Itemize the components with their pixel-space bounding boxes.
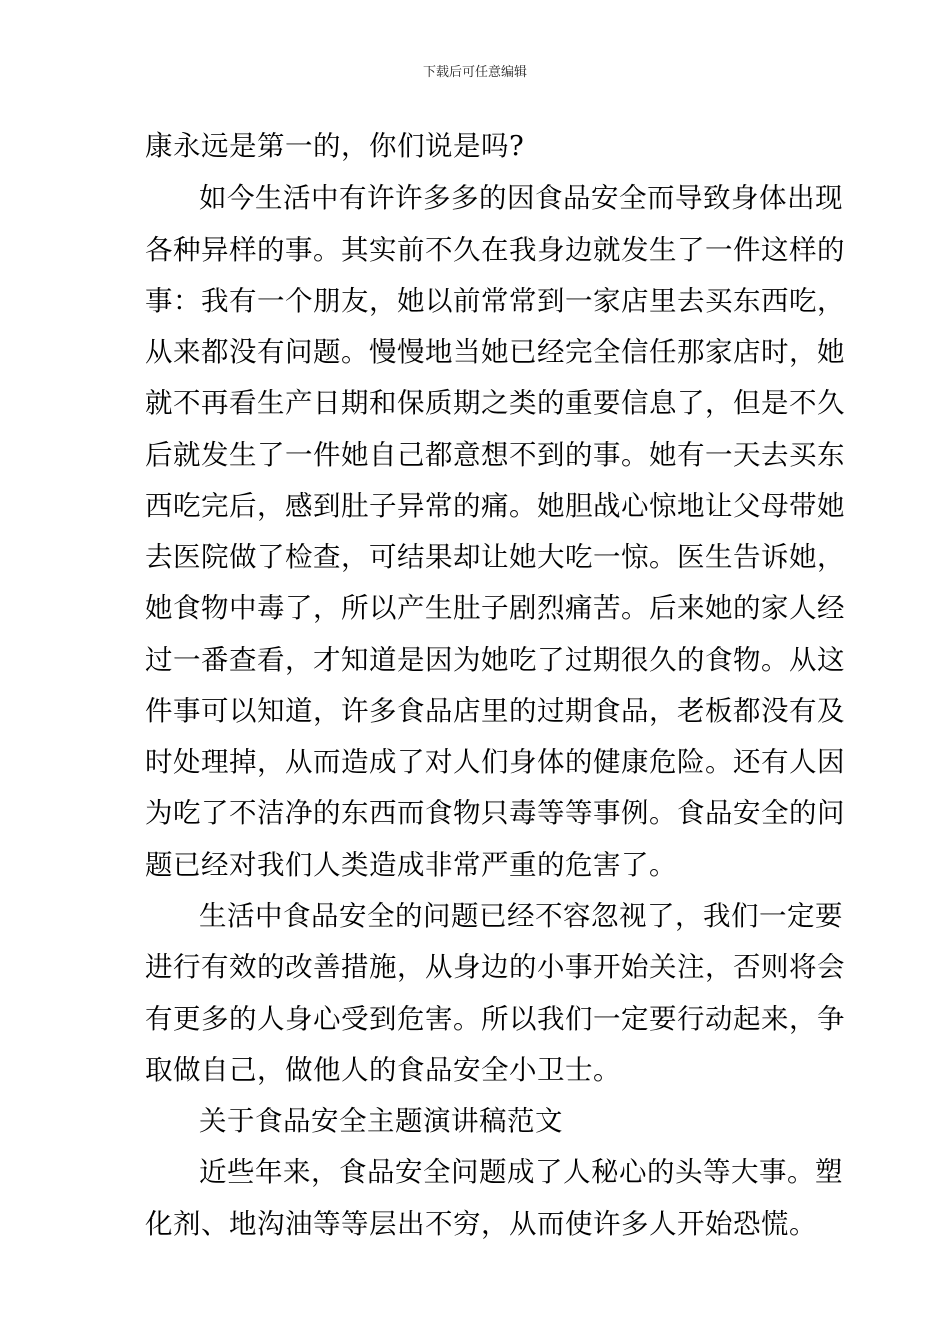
paragraph-start-line: 如今生活中有许许多多的因食品安全而导致身体出现 [199,182,843,214]
text-line: 从来都没有问题。慢慢地当她已经完全信任那家店时，她 [145,336,845,368]
text-line: 各种异样的事。其实前不久在我身边就发生了一件这样的 [145,234,845,266]
paragraph-start-line: 生活中食品安全的问题已经不容忽视了，我们一定要 [199,900,843,932]
text-line: 后就发生了一件她自己都意想不到的事。她有一天去买东 [145,439,845,471]
text-line: 事：我有一个朋友，她以前常常到一家店里去买东西吃， [145,285,845,317]
text-line: 为吃了不洁净的东西而食物只毒等等事例。食品安全的问 [145,797,845,829]
section-heading: 关于食品安全主题演讲稿范文 [199,1105,563,1137]
text-line: 过一番查看，才知道是因为她吃了过期很久的食物。从这 [145,644,845,676]
text-line: 题已经对我们人类造成非常严重的危害了。 [145,849,677,881]
text-line: 就不再看生产日期和保质期之类的重要信息了，但是不久 [145,387,845,419]
text-line: 进行有效的改善措施，从身边的小事开始关注，否则将会 [145,951,845,983]
text-line: 去医院做了检查，可结果却让她大吃一惊。医生告诉她， [145,541,845,573]
text-line: 化剂、地沟油等等层出不穷，从而使许多人开始恐慌。 [145,1208,817,1240]
text-line: 取做自己，做他人的食品安全小卫士。 [145,1054,621,1086]
text-line: 有更多的人身心受到危害。所以我们一定要行动起来，争 [145,1003,845,1035]
text-line: 件事可以知道，许多食品店里的过期食品，老板都没有及 [145,695,845,727]
text-line: 时处理掉，从而造成了对人们身体的健康危险。还有人因 [145,746,845,778]
text-line: 西吃完后，感到肚子异常的痛。她胆战心惊地让父母带她 [145,490,845,522]
paragraph-start-line: 近些年来，食品安全问题成了人秘心的头等大事。塑 [199,1156,843,1188]
text-line: 康永远是第一的，你们说是吗? [145,130,525,162]
text-line: 她食物中毒了，所以产生肚子剧烈痛苦。后来她的家人经 [145,592,845,624]
page-header: 下载后可任意编辑 [422,65,527,80]
